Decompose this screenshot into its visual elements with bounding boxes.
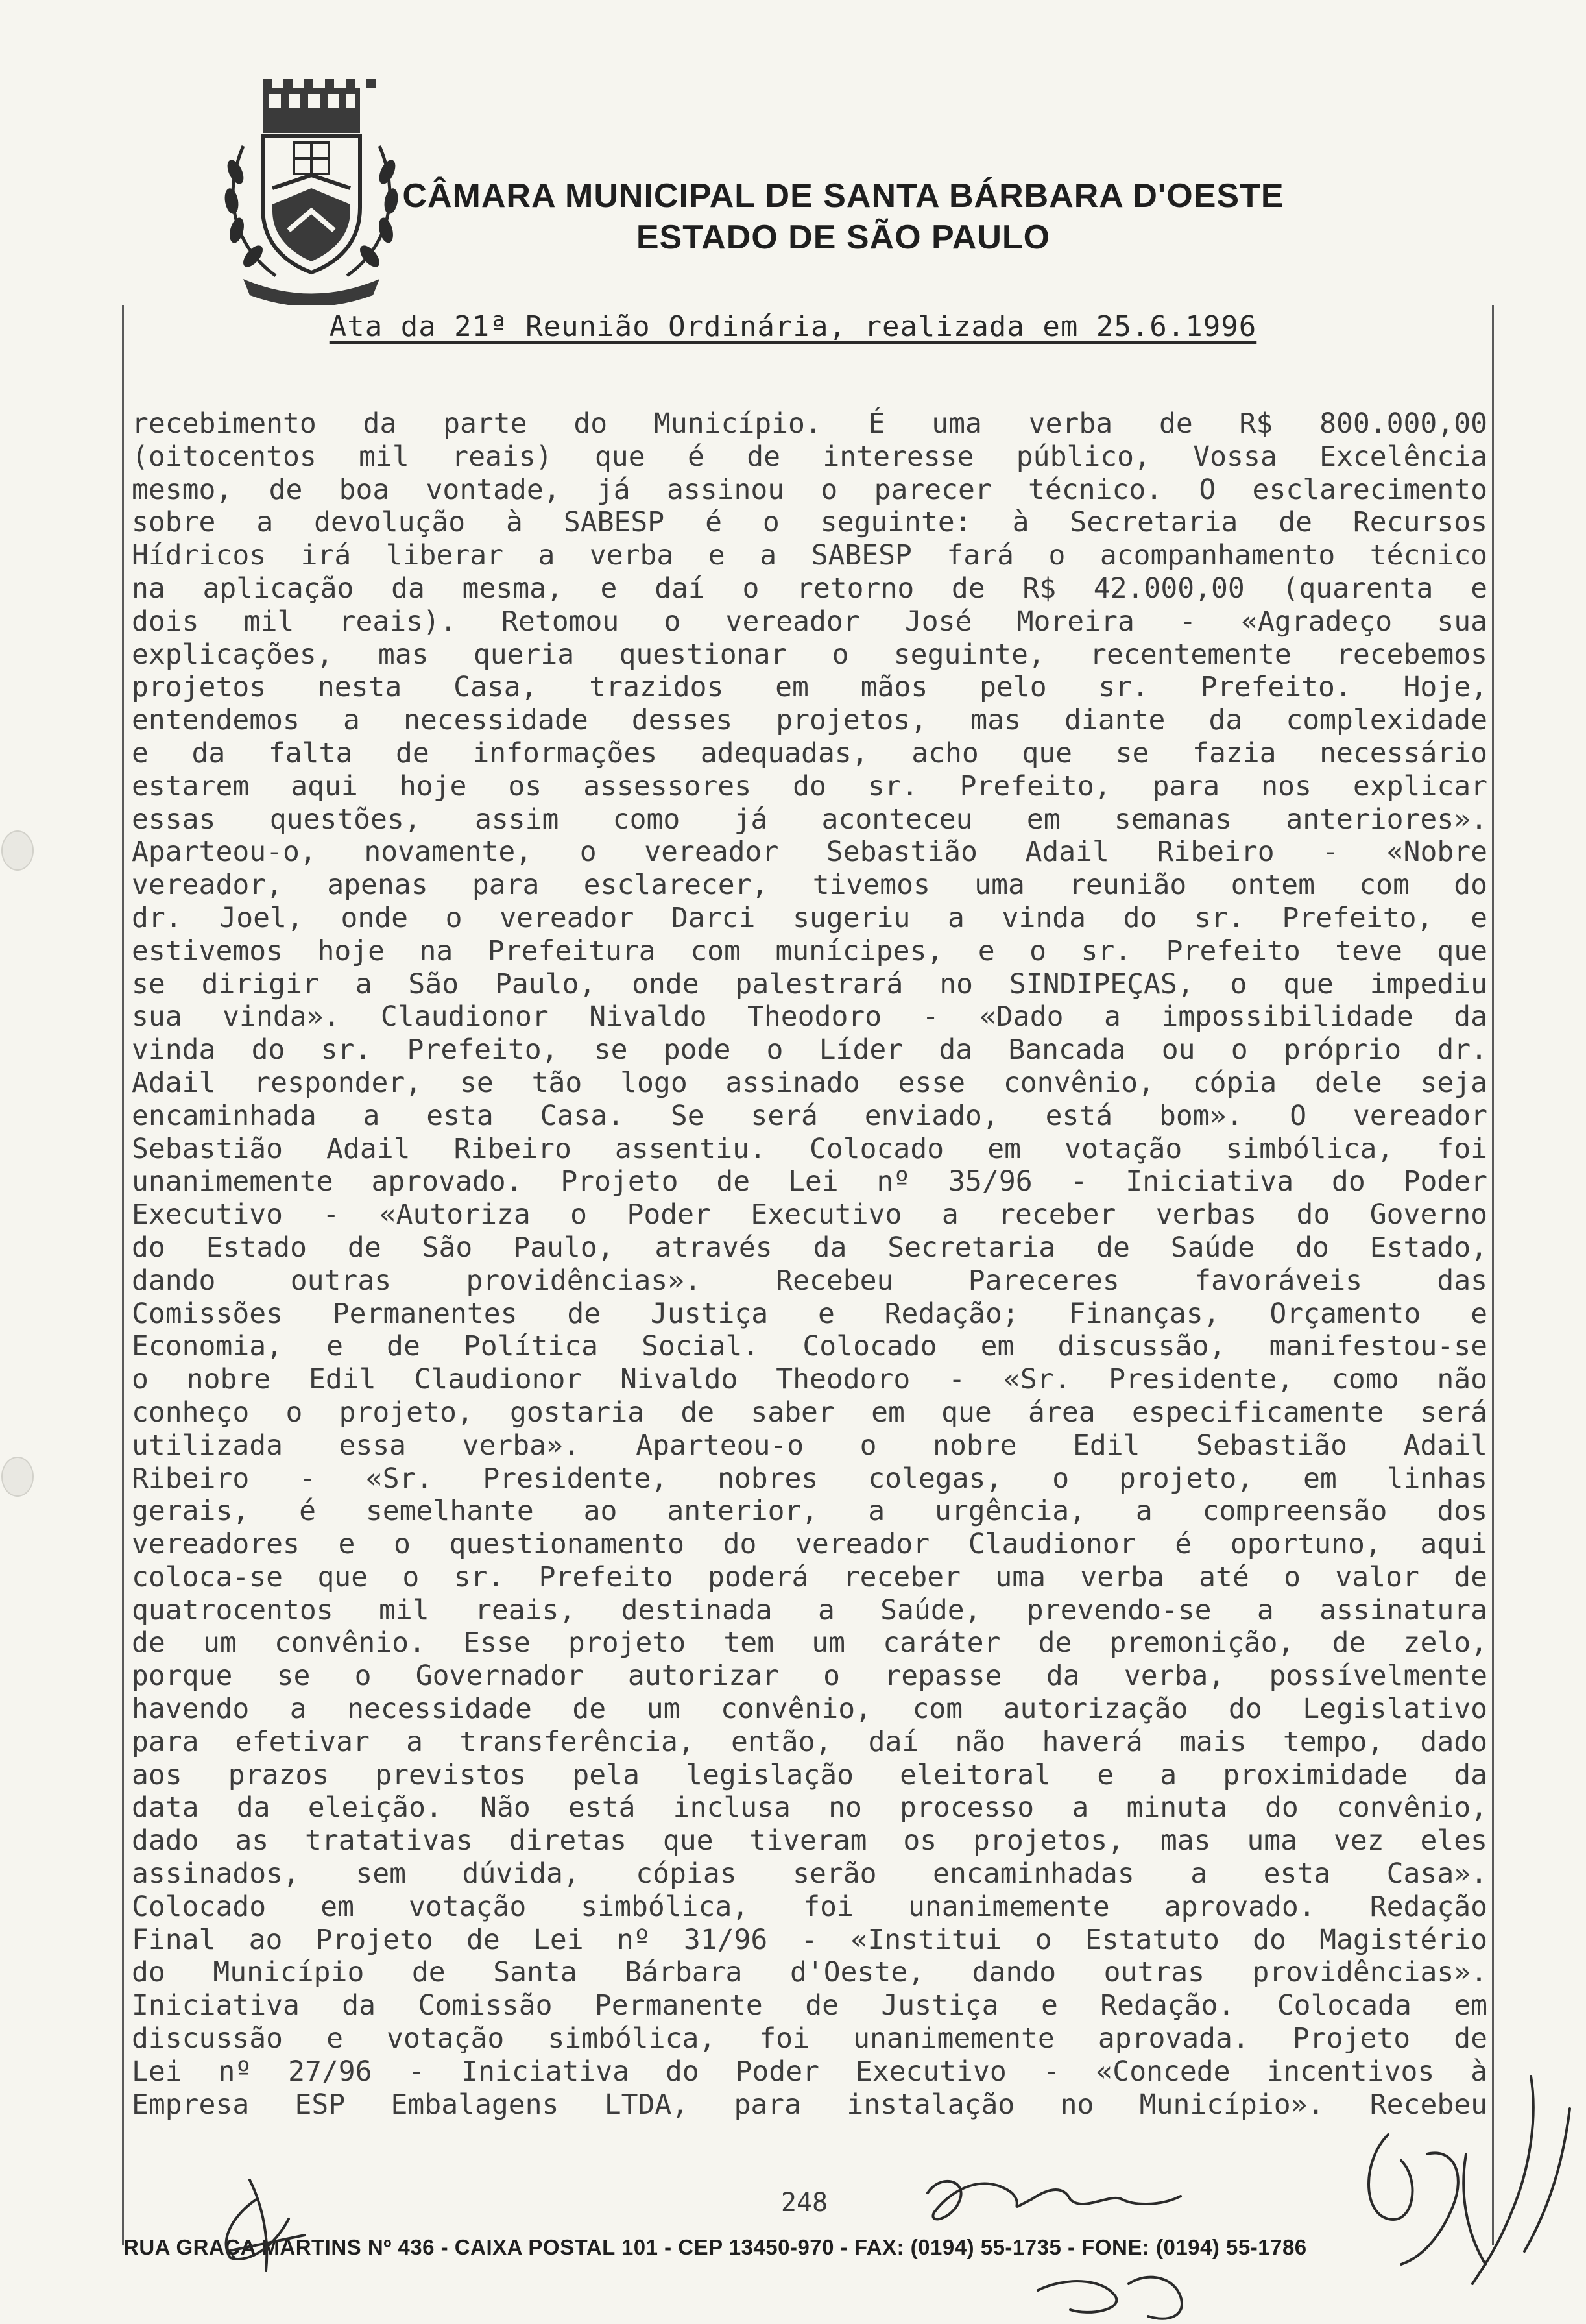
body-line: sua vinda». Claudionor Nivaldo Theodoro - «Dado a impossibilidade da — [132, 1000, 1487, 1034]
institution-name: CÂMARA MUNICIPAL DE SANTA BÁRBARA D'OESTE — [402, 177, 1284, 215]
body-line: entendemos a necessidade desses projetos, mas diante da complexidade — [132, 704, 1487, 737]
body-line: unanimemente aprovado. Projeto de Lei nº 35/96 - Iniciativa do Poder — [132, 1165, 1487, 1198]
body-line: o nobre Edil Claudionor Nivaldo Theodoro - «Sr. Presidente, como não — [132, 1363, 1487, 1396]
right-margin-rule — [1492, 305, 1494, 2245]
body-line: encaminhada a esta Casa. Se será enviado, está bom». O vereador — [132, 1099, 1487, 1132]
punch-hole — [1, 1457, 34, 1497]
body-line: Empresa ESP Embalagens LTDA, para instalação no Município». Recebeu — [132, 2088, 1487, 2121]
body-line: porque se o Governador autorizar o repasse da verba, possívelmente — [132, 1660, 1487, 1693]
letterhead — [363, 175, 1323, 258]
body-line: Executivo - «Autoriza o Poder Executivo a receber verbas do Governo — [132, 1198, 1487, 1231]
body-line: dr. Joel, onde o vereador Darci sugeriu a vinda do sr. Prefeito, e — [132, 901, 1487, 934]
body-line: havendo a necessidade de um convênio, com autorização do Legislativo — [132, 1693, 1487, 1726]
body-line: vereadores e o questionamento do vereador Claudionor é oportuno, aqui — [132, 1528, 1487, 1561]
body-line: conheço o projeto, gostaria de saber em que área especificamente será — [132, 1396, 1487, 1429]
body-line: discussão e votação simbólica, foi unanimemente aprovada. Projeto de — [132, 2022, 1487, 2055]
body-line: mesmo, de boa vontade, já assinou o parecer técnico. O esclarecimento — [132, 473, 1487, 506]
body-line: sobre a devolução à SABESP é o seguinte: à Secretaria de Recursos — [132, 506, 1487, 539]
body-line: Aparteou-o, novamente, o vereador Sebastião Adail Ribeiro - «Nobre — [132, 836, 1487, 869]
signature-mark — [928, 2181, 1181, 2220]
body-line: estarem aqui hoje os assessores do sr. Prefeito, para nos explicar — [132, 769, 1487, 803]
minutes-body — [132, 407, 1487, 2154]
body-line: dando outras providências». Recebeu Pareceres favoráveis das — [132, 1264, 1487, 1297]
body-line: assinados, sem dúvida, cópias serão encaminhadas a esta Casa». — [132, 1858, 1487, 1891]
body-line: Economia, e de Política Social. Colocado em discussão, manifestou-se — [132, 1330, 1487, 1363]
body-line: para efetivar a transferência, então, daí não haverá mais tempo, dado — [132, 1725, 1487, 1758]
body-line: data da eleição. Não está inclusa no processo a minuta do convênio, — [132, 1791, 1487, 1824]
body-line: Lei nº 27/96 - Iniciativa do Poder Executivo - «Concede incentivos à — [132, 2055, 1487, 2088]
body-line: Sebastião Adail Ribeiro assentiu. Colocado em votação simbólica, foi — [132, 1132, 1487, 1165]
body-line: explicações, mas queria questionar o seguinte, recentemente recebemos — [132, 638, 1487, 671]
body-line: aos prazos previstos pela legislação eleitoral e a proximidade da — [132, 1758, 1487, 1791]
body-line: Colocado em votação simbólica, foi unanimemente aprovado. Redação — [132, 1890, 1487, 1923]
body-line: estivemos hoje na Prefeitura com munícipes, e o sr. Prefeito teve que — [132, 934, 1487, 967]
body-line: dado as tratativas diretas que tiveram os projetos, mas uma vez eles — [132, 1824, 1487, 1858]
body-line — [132, 2121, 1487, 2154]
body-line: vinda do sr. Prefeito, se pode o Líder da Bancada ou o próprio dr. — [132, 1034, 1487, 1067]
state-name: ESTADO DE SÃO PAULO — [636, 219, 1051, 256]
page-number: 248 — [780, 2188, 828, 2218]
body-line: gerais, é semelhante ao anterior, a urgência, a compreensão dos — [132, 1495, 1487, 1528]
body-line: Adail responder, se tão logo assinado esse convênio, cópia dele seja — [132, 1066, 1487, 1099]
body-line: projetos nesta Casa, trazidos em mãos pelo sr. Prefeito. Hoje, — [132, 671, 1487, 704]
body-line: dois mil reais). Retomou o vereador José Moreira - «Agradeço sua — [132, 605, 1487, 638]
body-line: do Município de Santa Bárbara d'Oeste, dando outras providências». — [132, 1956, 1487, 1989]
body-line: na aplicação da mesma, e daí o retorno de R$ 42.000,00 (quarenta e — [132, 572, 1487, 605]
signature-mark — [1038, 2277, 1182, 2319]
body-line: coloca-se que o sr. Prefeito poderá receber uma verba até o valor de — [132, 1560, 1487, 1593]
left-margin-rule — [122, 305, 124, 2245]
body-line: do Estado de São Paulo, através da Secretaria de Saúde do Estado, — [132, 1231, 1487, 1264]
body-line: (oitocentos mil reais) que é de interesse público, Vossa Excelência — [132, 440, 1487, 473]
body-line: e da falta de informações adequadas, acho que se fazia necessário — [132, 736, 1487, 769]
body-line: se dirigir a São Paulo, onde palestrará no SINDIPEÇAS, o que impediu — [132, 967, 1487, 1000]
body-line: de um convênio. Esse projeto tem um caráter de premonição, de zelo, — [132, 1627, 1487, 1660]
body-line: Hídricos irá liberar a verba e a SABESP fará o acompanhamento técnico — [132, 539, 1487, 572]
body-line: Final ao Projeto de Lei nº 31/96 - «Institui o Estatuto do Magistério — [132, 1923, 1487, 1956]
body-line: Ribeiro - «Sr. Presidente, nobres colegas, o projeto, em linhas — [132, 1462, 1487, 1495]
address-footer: RUA GRAÇA MARTINS Nº 436 - CAIXA POSTAL 101 - CEP 13450-970 - FAX: (0194) 55-1735 - FONE: (0194) 55-1786 — [123, 2235, 1307, 2259]
punch-hole — [1, 830, 34, 871]
body-line: Comissões Permanentes de Justiça e Redação; Finanças, Orçamento e — [132, 1297, 1487, 1330]
body-line: Iniciativa da Comissão Permanente de Justiça e Redação. Colocada em — [132, 1989, 1487, 2022]
body-line: quatrocentos mil reais, destinada a Saúde, prevendo-se a assinatura — [132, 1593, 1487, 1627]
minutes-title: Ata da 21ª Reunião Ordinária, realizada em 25.6.1996 — [329, 310, 1257, 343]
body-line: recebimento da parte do Município. É uma verba de R$ 800.000,00 — [132, 407, 1487, 440]
body-line: utilizada essa verba». Aparteou-o o nobre Edil Sebastião Adail — [132, 1429, 1487, 1462]
body-line: vereador, apenas para esclarecer, tivemos uma reunião ontem com do — [132, 869, 1487, 902]
body-line: essas questões, assim como já aconteceu em semanas anteriores». — [132, 803, 1487, 836]
